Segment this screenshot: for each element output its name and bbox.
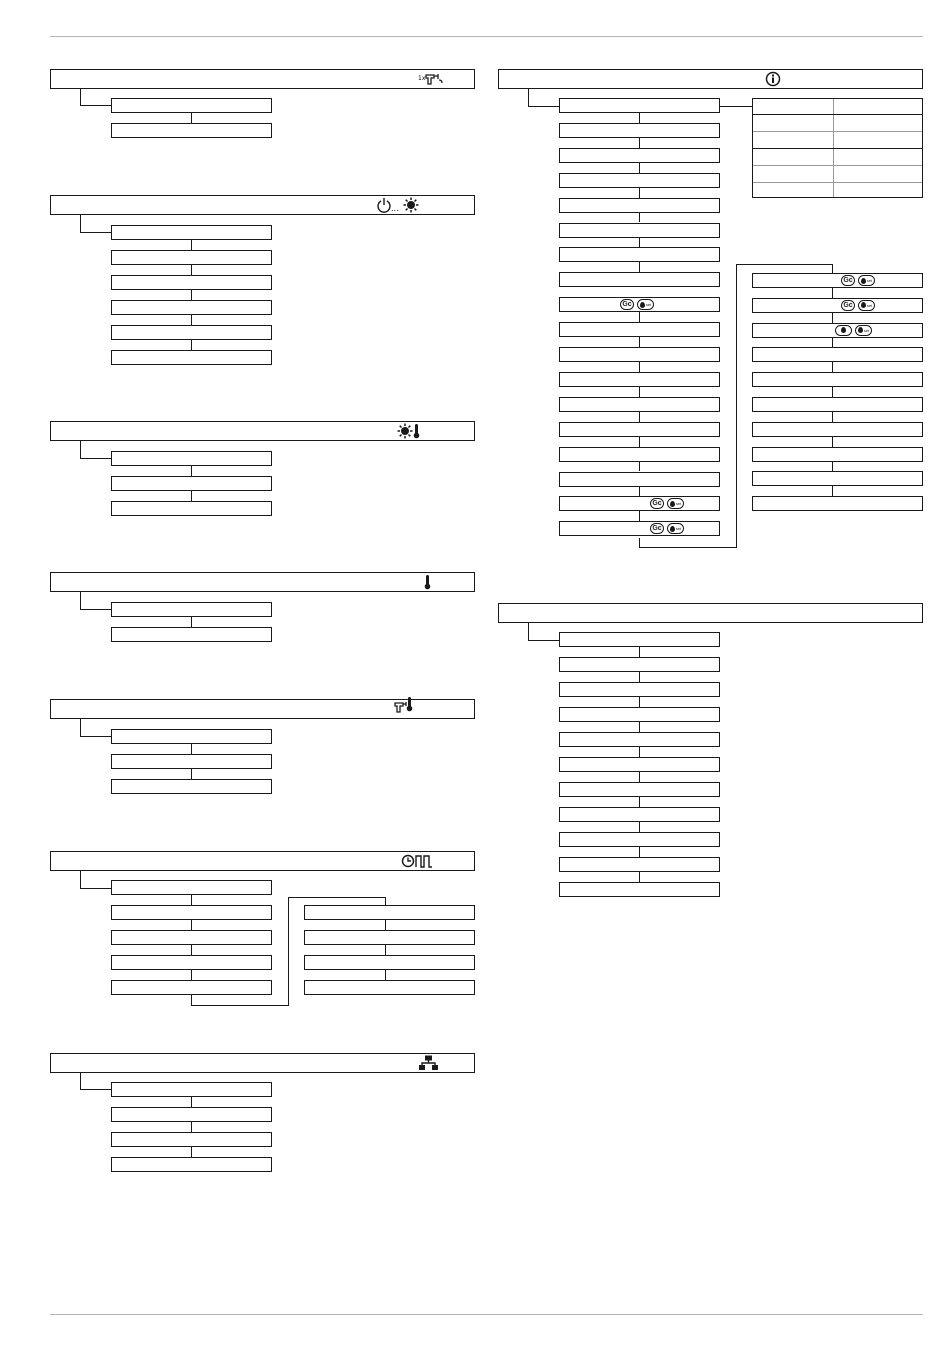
info-sub-item-9[interactable]	[752, 471, 923, 486]
menu2-link-3	[191, 290, 192, 300]
info-link-6	[639, 238, 640, 248]
drop-set-label: set	[866, 302, 873, 308]
menu3-item-2[interactable]	[111, 476, 272, 491]
info-link-15	[639, 462, 640, 472]
sun-thermometer-icon	[397, 423, 421, 439]
menu1-item-2[interactable]	[111, 123, 272, 138]
gc-badge-icon: Gc	[650, 498, 664, 509]
menu-sun-thermometer[interactable]	[50, 421, 475, 441]
menu6-link-1	[191, 895, 192, 905]
menu6-link-2	[191, 920, 192, 930]
info-item-15[interactable]	[559, 447, 720, 462]
info-sub-link-6	[832, 412, 833, 422]
info-sub-link-top	[736, 264, 833, 265]
menu4-branch	[80, 592, 81, 609]
drop-icon	[861, 302, 866, 308]
menu6-link-3	[191, 945, 192, 955]
drop-set-label: set	[863, 327, 870, 333]
info-sub-link-7	[832, 437, 833, 447]
menu7-connector	[80, 1089, 111, 1090]
header-rule	[50, 36, 923, 37]
info-sub-item-3[interactable]	[752, 323, 923, 338]
info-table-row-sep-3	[753, 148, 922, 149]
info-item-1[interactable]	[559, 98, 720, 113]
info-link-14	[639, 437, 640, 447]
menu5-item-2[interactable]	[111, 754, 272, 769]
menu6-sub-link-up	[288, 897, 289, 1006]
menu5-item-3[interactable]	[111, 779, 272, 794]
menu9-item-9[interactable]	[559, 832, 720, 847]
menu9-item-5[interactable]	[559, 732, 720, 747]
drop-badge-icon	[835, 325, 852, 336]
menu7-link-3	[191, 1147, 192, 1157]
menu6-sub-link-bottom	[191, 1005, 288, 1006]
menu3-link-1	[191, 466, 192, 476]
network-icon	[418, 1055, 440, 1071]
info-item-16[interactable]	[559, 472, 720, 487]
info-item-17-badges	[650, 497, 684, 510]
drop-set-badge-icon	[667, 523, 684, 534]
drop-icon	[861, 278, 866, 284]
menu7-link-1	[191, 1097, 192, 1107]
info-link-4	[639, 188, 640, 198]
drop-set-label: set	[675, 526, 682, 532]
menu9-item-6[interactable]	[559, 757, 720, 772]
info-sub-item-8[interactable]	[752, 447, 923, 462]
info-item-4[interactable]	[559, 173, 720, 188]
menu6-item-2[interactable]	[111, 905, 272, 920]
menu2-item-2[interactable]	[111, 250, 272, 265]
menu5-branch	[80, 719, 81, 736]
menu4-connector	[80, 609, 111, 610]
menu2-connector	[80, 232, 111, 233]
menu6-sub-link-1	[385, 920, 386, 930]
info-table-row-sep-4	[753, 165, 922, 166]
menu6-item-4[interactable]	[111, 955, 272, 970]
info-sub-item-2[interactable]	[752, 298, 923, 313]
menu6-sub-item-2[interactable]	[304, 930, 475, 945]
menu7-item-2[interactable]	[111, 1107, 272, 1122]
menu2-link-2	[191, 265, 192, 275]
info-icon	[765, 71, 781, 87]
info-sub-link-1	[832, 288, 833, 298]
drop-icon	[640, 302, 645, 308]
menu6-item-1[interactable]	[111, 880, 272, 895]
menu9-link-9	[639, 847, 640, 857]
info-sub-item-7[interactable]	[752, 422, 923, 437]
menu9-link-8	[639, 822, 640, 832]
info-link-2	[639, 138, 640, 148]
menu4-item-2[interactable]	[111, 627, 272, 642]
info-item-18[interactable]	[559, 521, 720, 536]
info-item-7[interactable]	[559, 247, 720, 262]
gc-badge-icon: Gc	[620, 299, 634, 310]
drop-set-badge-icon	[637, 299, 654, 310]
menu9-item-7[interactable]	[559, 782, 720, 797]
info-sub-link-drop	[832, 264, 833, 273]
menu6-sub-link-3	[385, 970, 386, 980]
info-link-5	[639, 213, 640, 223]
menu-unlabeled[interactable]	[498, 603, 923, 623]
menu1-branch	[80, 89, 81, 105]
menu-power-sun[interactable]	[50, 195, 475, 215]
menu2-branch	[80, 215, 81, 232]
info-sub-link-2	[832, 313, 833, 323]
menu6-sub-item-1[interactable]	[304, 905, 475, 920]
moon-thermometer-icon	[413, 574, 433, 590]
info-item-12[interactable]	[559, 372, 720, 387]
menu6-sub-link-top	[288, 897, 385, 898]
info-table	[752, 98, 923, 198]
footer-rule	[50, 1314, 923, 1315]
menu2-link-4	[191, 315, 192, 325]
info-item-10[interactable]	[559, 322, 720, 337]
menu2-item-6[interactable]	[111, 350, 272, 365]
info-link-16	[639, 487, 640, 497]
menu4-item-1[interactable]	[111, 602, 272, 617]
drop-set-badge-icon	[855, 325, 872, 336]
info-sub-item-10[interactable]	[752, 496, 923, 511]
info-sub-link-5	[832, 387, 833, 397]
info-item-3[interactable]	[559, 148, 720, 163]
menu2-item-4[interactable]	[111, 300, 272, 315]
info-sub-link-9	[832, 486, 833, 496]
menu9-link-5	[639, 747, 640, 757]
info-link-3	[639, 163, 640, 173]
power-to-sun-icon	[376, 197, 420, 213]
menu2-link-5	[191, 340, 192, 350]
drop-icon	[670, 501, 675, 507]
menu3-branch	[80, 441, 81, 458]
info-item-8[interactable]	[559, 272, 720, 287]
menu-moon-thermometer[interactable]	[50, 572, 475, 592]
info-table-link	[720, 106, 752, 107]
info-table-row-sep-1	[753, 114, 922, 115]
info-sub-item-1[interactable]	[752, 273, 923, 288]
menu4-link-1	[191, 617, 192, 627]
menu3-connector	[80, 458, 111, 459]
menu9-item-11[interactable]	[559, 882, 720, 897]
drop-set-badge-icon	[667, 498, 684, 509]
menu6-sub-link-drop	[385, 897, 386, 905]
menu6-connector	[80, 888, 111, 889]
drop-icon	[858, 327, 863, 333]
menu9-item-2[interactable]	[559, 657, 720, 672]
info-item-11[interactable]	[559, 347, 720, 362]
info-link-9	[639, 312, 640, 322]
info-item-9-badges	[620, 298, 654, 311]
info-sub-item-5[interactable]	[752, 372, 923, 387]
menu8-branch	[528, 89, 529, 106]
menu9-link-4	[639, 722, 640, 732]
menu7-item-4[interactable]	[111, 1157, 272, 1172]
menu3-item-1[interactable]	[111, 451, 272, 466]
drop-icon	[670, 526, 675, 532]
menu6-item-3[interactable]	[111, 930, 272, 945]
drop-set-label: set	[866, 278, 873, 283]
menu2-item-3[interactable]	[111, 275, 272, 290]
menu6-item-5[interactable]	[111, 980, 272, 995]
menu9-item-3[interactable]	[559, 682, 720, 697]
menu-network[interactable]	[50, 1053, 475, 1073]
menu9-item-4[interactable]	[559, 707, 720, 722]
menu5-connector	[80, 736, 111, 737]
menu9-link-10	[639, 872, 640, 882]
menu7-link-2	[191, 1122, 192, 1132]
menu6-sub-item-4[interactable]	[304, 980, 475, 995]
menu-clock-pulse[interactable]	[50, 851, 475, 871]
drop-set-label: set	[675, 501, 682, 507]
info-sub-link-3	[832, 338, 833, 348]
menu-info[interactable]	[498, 69, 923, 89]
info-sub-item-4[interactable]	[752, 347, 923, 362]
gc-badge-icon: Gc	[841, 275, 855, 286]
drop-set-label: set	[645, 302, 652, 308]
info-sub-link-bottom	[639, 547, 737, 548]
info-item-18-badges	[650, 522, 684, 535]
info-sub-link-8	[832, 462, 833, 472]
menu2-item-1[interactable]	[111, 225, 272, 240]
info-sub-item-6[interactable]	[752, 397, 923, 412]
info-item-5[interactable]	[559, 198, 720, 213]
gc-badge-icon: Gc	[841, 300, 855, 311]
clock-pulse-icon	[401, 853, 443, 869]
info-sub-link-4	[832, 362, 833, 372]
menu3-link-2	[191, 491, 192, 501]
menu-tap-thermometer[interactable]	[50, 699, 475, 719]
menu2-item-5[interactable]	[111, 325, 272, 340]
menu9-link-1	[639, 647, 640, 657]
menu1-link-1	[191, 113, 192, 123]
menu5-link-2	[191, 769, 192, 779]
menu6-branch	[80, 871, 81, 888]
info-link-10	[639, 337, 640, 347]
menu-tap-water[interactable]	[50, 69, 475, 89]
menu1-connector	[80, 105, 111, 106]
info-link-1	[639, 113, 640, 123]
info-sub-item-3-badges	[835, 324, 872, 337]
info-link-17	[639, 511, 640, 521]
menu9-link-7	[639, 797, 640, 807]
menu9-link-3	[639, 697, 640, 707]
menu9-item-10[interactable]	[559, 857, 720, 872]
menu6-sub-link-down	[191, 995, 192, 1005]
info-link-7	[639, 262, 640, 272]
menu5-item-1[interactable]	[111, 729, 272, 744]
menu1-item-1[interactable]	[111, 98, 272, 113]
svg-text:1x: 1x	[418, 75, 426, 82]
drop-set-badge-icon	[858, 300, 875, 311]
menu6-sub-item-3[interactable]	[304, 955, 475, 970]
svg-text:...: ...	[391, 204, 399, 213]
menu3-item-3[interactable]	[111, 501, 272, 516]
menu9-link-6	[639, 772, 640, 782]
menu9-link-2	[639, 672, 640, 682]
info-item-6[interactable]	[559, 223, 720, 238]
menu7-branch	[80, 1073, 81, 1089]
menu6-sub-link-2	[385, 945, 386, 955]
menu9-connector	[528, 640, 559, 641]
info-link-11	[639, 362, 640, 372]
info-item-9[interactable]	[559, 297, 720, 312]
info-link-12	[639, 387, 640, 397]
info-item-14[interactable]	[559, 422, 720, 437]
menu2-link-1	[191, 240, 192, 250]
tap-water-icon	[418, 71, 444, 87]
drop-set-badge-icon	[858, 275, 875, 286]
info-item-17[interactable]	[559, 496, 720, 511]
info-item-13[interactable]	[559, 397, 720, 412]
drop-icon	[841, 327, 846, 333]
menu7-item-1[interactable]	[111, 1082, 272, 1097]
info-sub-link-up	[736, 264, 737, 548]
info-sub-item-1-badges	[841, 274, 875, 287]
gc-badge-icon: Gc	[650, 523, 664, 534]
info-table-row-sep-5	[753, 182, 922, 183]
info-table-row-sep-2	[753, 131, 922, 132]
tap-thermometer-icon	[393, 696, 415, 716]
menu9-item-1[interactable]	[559, 632, 720, 647]
menu8-connector	[528, 106, 559, 107]
menu7-item-3[interactable]	[111, 1132, 272, 1147]
menu6-link-4	[191, 970, 192, 980]
info-item-2[interactable]	[559, 123, 720, 138]
info-link-13	[639, 412, 640, 422]
menu9-branch	[528, 623, 529, 640]
menu9-item-8[interactable]	[559, 807, 720, 822]
menu5-link-1	[191, 744, 192, 754]
info-sub-item-2-badges	[841, 299, 875, 312]
